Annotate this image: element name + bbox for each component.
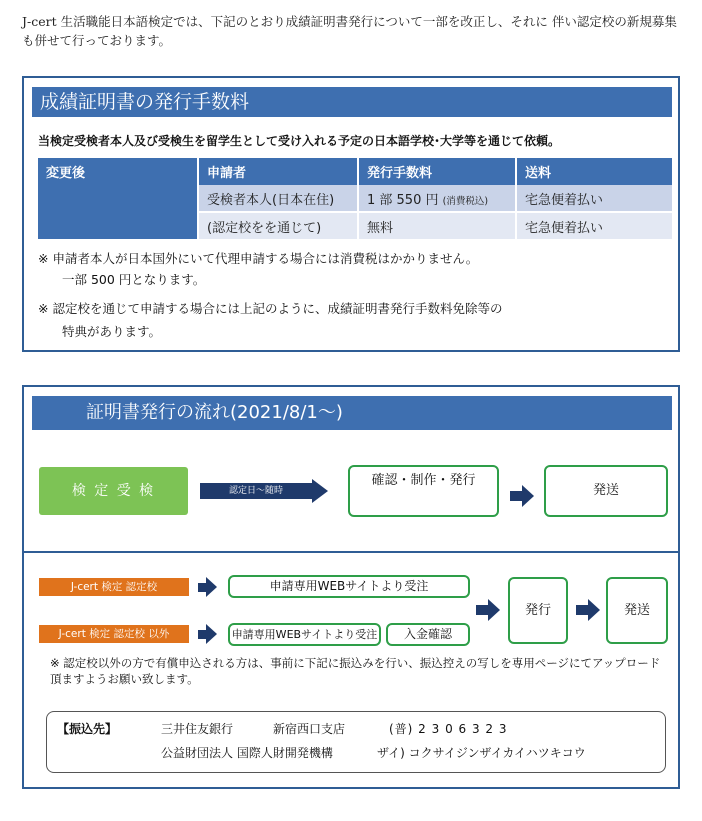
step-exam: 検 定 受 検 bbox=[39, 467, 188, 515]
bank-info bbox=[46, 711, 666, 773]
arrow-right-icon bbox=[476, 605, 488, 615]
arrow-right-icon-head bbox=[488, 599, 500, 621]
cell-fee: 無料 bbox=[358, 212, 516, 239]
transfer-note: ※ 認定校以外の方で有償申込される方は、事前に下記に振込みを行い、振込控えの写しを専用ページにてアップロード頂ますようお願い致します。 bbox=[50, 656, 661, 686]
bank-name: 三井住友銀行 bbox=[161, 722, 234, 736]
header-shipping: 送料 bbox=[516, 158, 672, 185]
bank-label: 【振込先】 bbox=[57, 722, 118, 736]
account-holder-kana: ザイ) コクサイジンザイカイハツキコウ bbox=[377, 746, 586, 760]
fee-table bbox=[38, 158, 672, 239]
fee-note-1-cont: 一部 500 円となります。 bbox=[62, 272, 206, 287]
arrow-right-icon-head bbox=[206, 624, 217, 644]
bank-account: (普) 2 3 0 6 3 2 3 bbox=[389, 722, 508, 736]
flow-section-title: 証明書発行の流れ(2021/8/1～) bbox=[32, 396, 672, 430]
row-label-fill bbox=[38, 185, 198, 239]
row-label-header bbox=[38, 158, 198, 185]
route-non-certified: J-cert 検定 認定校 以外 bbox=[39, 625, 189, 643]
fee-section-title: 成績証明書の発行手数料 bbox=[32, 87, 672, 117]
route2-web-order: 申請専用WEBサイトより受注 bbox=[228, 623, 381, 646]
fee-note-1: ※ 申請者本人が日本国外にいて代理申請する場合には消費税はかかりません。 bbox=[38, 251, 479, 266]
arrow-label: 認定日～随時 bbox=[200, 483, 312, 499]
cell-applicant: 受検者本人(日本在住) bbox=[198, 185, 358, 212]
step-ship: 発送 bbox=[544, 465, 668, 517]
row-label: 変更後 bbox=[46, 166, 86, 181]
header-fee: 発行手数料 bbox=[358, 158, 516, 185]
arrow-right-icon bbox=[312, 479, 328, 503]
step-ship-2: 発送 bbox=[606, 577, 668, 644]
account-holder: 公益財団法人 国際人財開発機構 bbox=[161, 746, 333, 760]
cell-applicant: (認定校をを通じて) bbox=[198, 212, 358, 239]
arrow-right-icon bbox=[198, 583, 206, 592]
fee-note-2: ※ 認定校を通じて申請する場合には上記のように、成績証明書発行手数料免除等の bbox=[38, 301, 503, 316]
fee-value: 1 部 550 円 bbox=[367, 192, 439, 208]
intro-text: J-cert 生活職能日本語検定では、下記のとおり成績証明書発行について一部を改正し、それに 伴い認定校の新規募集も併せて行っております。 bbox=[22, 14, 677, 48]
arrow-right-icon bbox=[576, 605, 588, 615]
table-header-row bbox=[38, 158, 672, 185]
arrow-right-icon bbox=[198, 630, 206, 639]
route-certified-school: J-cert 検定 認定校 bbox=[39, 578, 189, 596]
cell-shipping: 宅急便着払い bbox=[516, 185, 672, 212]
fee-note: (消費税込) bbox=[442, 195, 489, 207]
fee-lead-text: 当検定受検者本人及び受検生を留学生として受け入れる予定の日本語学校･大学等を通じて依頼。 bbox=[38, 134, 561, 148]
arrow-right-icon-head bbox=[206, 577, 217, 597]
header-applicant: 申請者 bbox=[198, 158, 358, 185]
cell-fee bbox=[358, 185, 516, 212]
arrow-right-icon bbox=[510, 491, 522, 501]
arrow-right-icon-head bbox=[522, 485, 534, 507]
route1-web-order: 申請専用WEBサイトより受注 bbox=[228, 575, 470, 598]
fee-note-2-cont: 特典があります。 bbox=[62, 324, 162, 339]
payment-confirm: 入金確認 bbox=[386, 623, 470, 646]
cell-shipping: 宅急便着払い bbox=[516, 212, 672, 239]
arrow-right-icon-head bbox=[588, 599, 600, 621]
fee-section bbox=[22, 76, 680, 352]
section-divider bbox=[24, 551, 678, 553]
table-row bbox=[38, 185, 672, 212]
step-confirm-issue: 確認・制作・発行 bbox=[348, 465, 499, 517]
step-issue: 発行 bbox=[508, 577, 568, 644]
bank-branch: 新宿西口支店 bbox=[273, 722, 346, 736]
flow-section bbox=[22, 385, 680, 789]
